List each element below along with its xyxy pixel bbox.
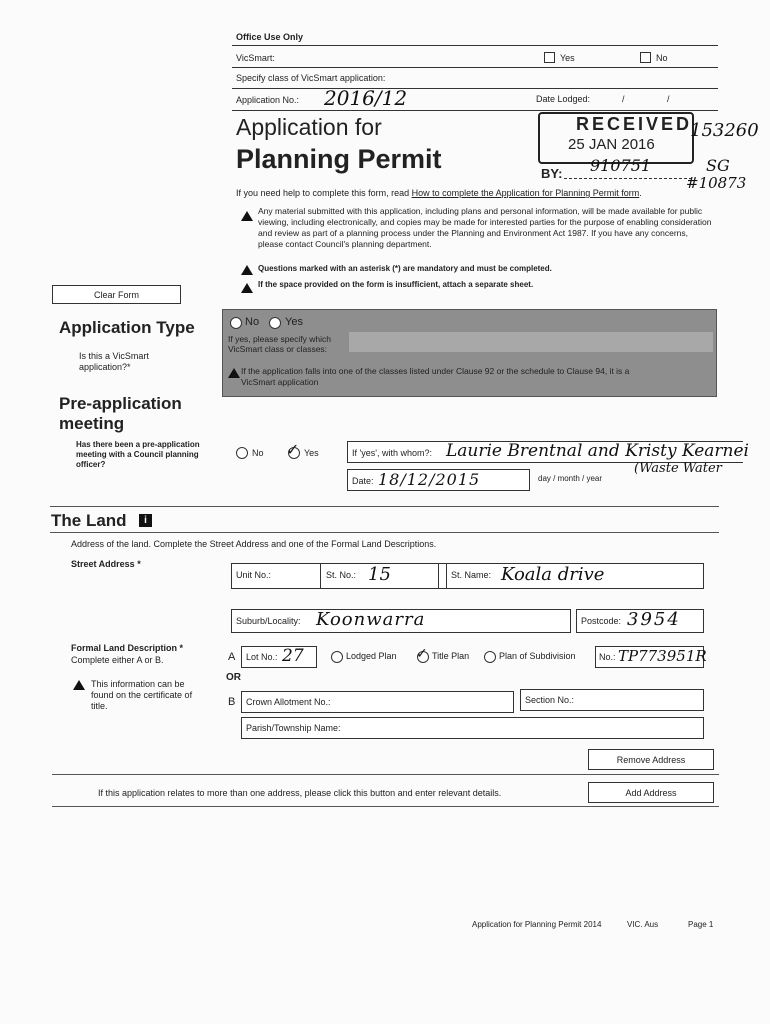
- info-icon[interactable]: i: [139, 514, 152, 527]
- check-mark-icon: ✓: [286, 442, 300, 459]
- pre-application-heading-1: Pre-application: [59, 394, 182, 413]
- plan-no-value: TP773951R: [618, 647, 707, 665]
- stamp-date: 25 JAN 2016: [568, 136, 655, 153]
- separate-sheet-notice: If the space provided on the form is insufficient, attach a separate sheet.: [258, 280, 534, 289]
- the-land-heading: The Land: [51, 511, 127, 530]
- meeting-date-field[interactable]: Date: 18/12/2015: [347, 469, 530, 491]
- st-no-value: 15: [368, 564, 391, 585]
- unit-no-field[interactable]: Unit No.:: [232, 564, 321, 588]
- street-address-row: [231, 563, 704, 589]
- plan-of-subdivision-radio[interactable]: [484, 651, 496, 663]
- warning-icon: [241, 265, 253, 275]
- date-lodged-label: Date Lodged:: [536, 94, 591, 104]
- vicsmart-label: VicSmart:: [236, 53, 275, 63]
- parish-township-field[interactable]: Parish/Township Name:: [241, 717, 704, 739]
- plan-no-field[interactable]: No.: TP773951R: [595, 646, 704, 668]
- pre-meeting-yes-label: Yes: [304, 448, 319, 458]
- land-intro: Address of the land. Complete the Street Address and one of the Formal Land Descriptions.: [71, 539, 437, 549]
- office-vicsmart-yes-checkbox[interactable]: [544, 52, 555, 63]
- vicsmart-question: Is this a VicSmart application?*: [79, 351, 149, 372]
- vicsmart-panel: [222, 309, 717, 397]
- st-name-value: Koala drive: [501, 564, 605, 585]
- lot-no-field[interactable]: Lot No.: 27: [241, 646, 317, 668]
- st-no-field[interactable]: St. No.: 15: [322, 564, 439, 588]
- suburb-value: Koonwarra: [316, 609, 426, 630]
- street-address-label: Street Address *: [71, 559, 141, 569]
- title-plan-label: Title Plan: [432, 651, 470, 661]
- footer-org: VIC. Aus: [627, 920, 659, 929]
- office-vicsmart-no-checkbox[interactable]: [640, 52, 651, 63]
- privacy-notice: Any material submitted with this application, including plans and personal information, will be made available for public viewing, including electronically, and copies may be made for interested parties for the purpose of enabling consideration and review as part of a planning process under the Planning and Environment Act 1987. If you have any concerns, please contact Council's planning department.: [258, 206, 712, 249]
- postcode-field[interactable]: Postcode: 3954: [576, 609, 704, 633]
- application-no-label: Application No.:: [236, 95, 300, 105]
- vicsmart-no-label: No: [245, 316, 260, 328]
- clear-form-button[interactable]: Clear Form: [52, 285, 181, 304]
- help-text: If you need help to complete this form, read How to complete the Application for Planning Permit form.: [236, 188, 642, 198]
- office-yes-label: Yes: [560, 53, 575, 63]
- page-title-line1: Application for: [236, 114, 382, 140]
- vicsmart-class-label: If yes, please specify which VicSmart class or classes:: [228, 334, 331, 354]
- st-name-field[interactable]: St. Name: Koala drive: [446, 564, 703, 588]
- stamp-ref2: SG: [706, 156, 730, 175]
- check-mark-icon: ✓: [416, 645, 428, 661]
- mandatory-notice: Questions marked with an asterisk (*) are mandatory and must be completed.: [258, 264, 552, 273]
- pre-application-heading-2: meeting: [59, 414, 125, 433]
- add-address-button[interactable]: Add Address: [588, 782, 714, 803]
- formal-land-sub: Complete either A or B.: [71, 655, 164, 665]
- more-address-text: If this application relates to more than one address, please click this button and enter relevant details.: [98, 788, 502, 798]
- suburb-field[interactable]: Suburb/Locality: Koonwarra: [231, 609, 571, 633]
- lodged-plan-radio[interactable]: [331, 651, 343, 663]
- meeting-date-value: 18/12/2015: [378, 470, 481, 489]
- pre-meeting-no-label: No: [252, 448, 264, 458]
- date-lodged-value: / /: [622, 94, 690, 104]
- stamp-ref4: 153260: [690, 120, 759, 141]
- option-a-label: A: [228, 651, 236, 663]
- application-no-value: 2016/12: [324, 86, 408, 110]
- warning-icon: [241, 283, 253, 293]
- vicsmart-class-input[interactable]: [349, 332, 713, 352]
- lodged-plan-label: Lodged Plan: [346, 651, 397, 661]
- stamp-by-label: BY:: [541, 166, 563, 181]
- remove-address-button[interactable]: Remove Address: [588, 749, 714, 770]
- vicsmart-yes-label: Yes: [285, 316, 303, 328]
- pre-meeting-no-radio[interactable]: [236, 447, 248, 459]
- lot-no-value: 27: [282, 646, 304, 666]
- application-type-heading: Application Type: [59, 318, 195, 337]
- office-use-title: Office Use Only: [236, 32, 304, 42]
- vicsmart-yes-radio[interactable]: [269, 317, 281, 329]
- date-format-hint: day / month / year: [538, 474, 603, 483]
- stamp-ref3: #10873: [686, 174, 747, 192]
- vicsmart-no-radio[interactable]: [230, 317, 242, 329]
- office-use-block: [232, 28, 718, 114]
- warning-icon: [228, 368, 240, 378]
- stamp-top-text: RECEIVED: [576, 114, 693, 134]
- certificate-note: This information can be found on the certificate of title.: [91, 679, 193, 711]
- pre-application-question: Has there been a pre-application meeting with a Council planning officer?: [76, 440, 200, 469]
- with-whom-field[interactable]: If 'yes', with whom?: Laurie Brentnal and Kristy Kearnei: [347, 441, 743, 463]
- postcode-value: 3954: [627, 609, 681, 630]
- specify-class-label: Specify class of VicSmart application:: [236, 73, 386, 83]
- footer-page: Page 1: [688, 920, 714, 929]
- vicsmart-note: If the application falls into one of the classes listed under Clause 92 or the schedule to Clause 94, it is a VicSmart application: [241, 366, 630, 387]
- warning-icon: [73, 680, 85, 690]
- page-title-line2: Planning Permit: [236, 144, 442, 174]
- with-whom-extra: (Waste Water: [634, 461, 722, 476]
- formal-land-label: Formal Land Description *: [71, 643, 184, 653]
- option-b-label: B: [228, 696, 236, 708]
- crown-allotment-field[interactable]: Crown Allotment No.:: [241, 691, 514, 713]
- or-label: OR: [226, 672, 241, 683]
- warning-icon: [241, 211, 253, 221]
- plan-of-subdivision-label: Plan of Subdivision: [499, 651, 576, 661]
- stamp-ref1: 910751: [590, 156, 652, 175]
- section-no-field[interactable]: Section No.:: [520, 689, 704, 711]
- help-link[interactable]: How to complete the Application for Planning Permit form: [411, 188, 640, 198]
- footer-doc: Application for Planning Permit 2014: [472, 920, 602, 929]
- with-whom-value: Laurie Brentnal and Kristy Kearnei: [446, 441, 749, 461]
- office-no-label: No: [656, 53, 668, 63]
